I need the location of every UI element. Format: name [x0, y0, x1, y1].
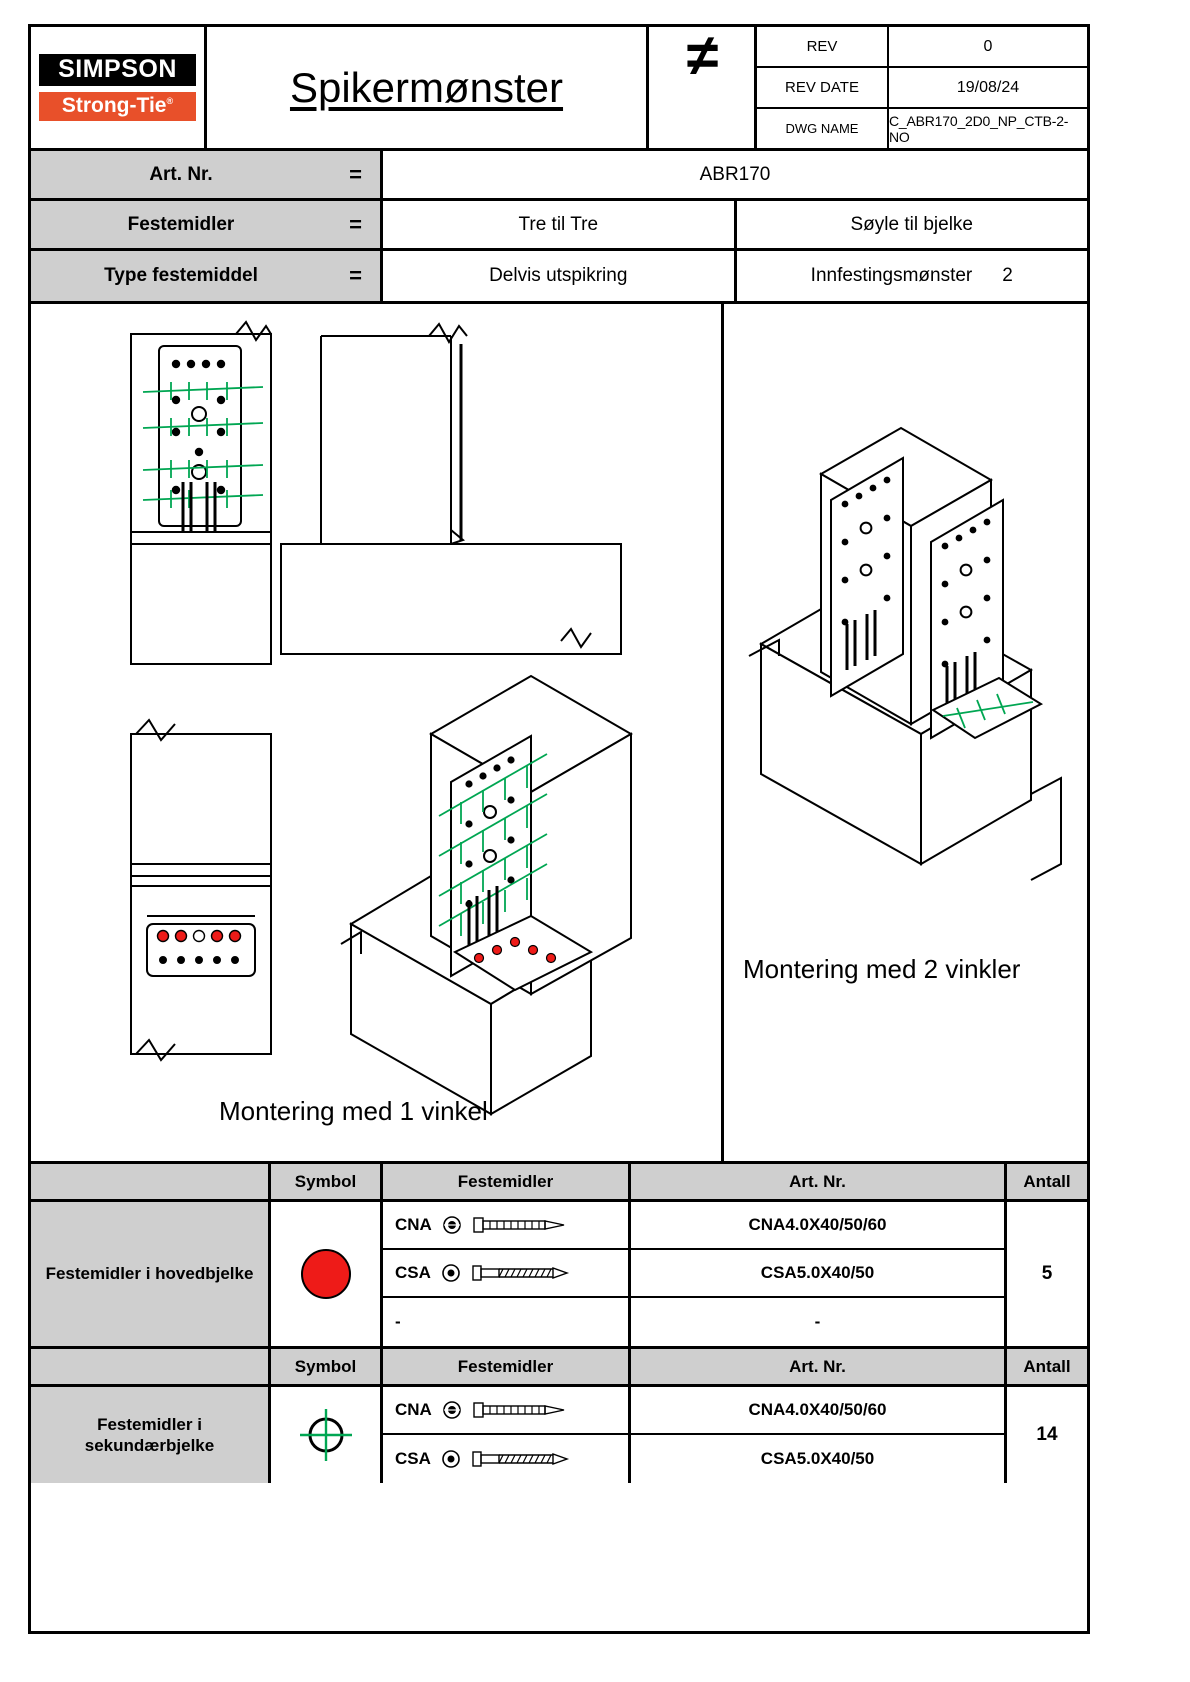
title-block — [31, 23, 1087, 151]
green-crosshair-circle-icon — [297, 1406, 355, 1464]
fastener-code: CSA — [395, 1263, 431, 1282]
rev-value: 0 — [983, 37, 993, 55]
header-artnr: Art. Nr. — [631, 1349, 1007, 1384]
not-equal-icon: ≠ — [686, 23, 717, 88]
artnr-cell: CSA5.0X40/50 — [631, 1250, 1007, 1296]
rev-date-value: 19/08/24 — [956, 78, 1020, 96]
revision-table — [757, 27, 1087, 148]
dwg-name-row — [757, 109, 1087, 148]
caption-one-bracket: Montering med 1 vinkel — [219, 1096, 488, 1126]
artnr-cell: CNA4.0X40/50/60 — [631, 1387, 1007, 1433]
registered-mark-icon: ® — [166, 95, 174, 106]
spec-label-fasteners: Festemidler — [31, 201, 331, 248]
header-symbol: Symbol — [271, 1349, 383, 1384]
fastener-code: CNA — [395, 1400, 432, 1419]
fastener-name-cell — [383, 1387, 631, 1433]
drawing-area — [31, 304, 1087, 1164]
revision-symbol-cell — [649, 23, 757, 148]
revision-row — [757, 27, 1087, 68]
qty-secondary-beam: 14 — [1036, 1424, 1058, 1445]
page-title: Spikermønster — [289, 63, 564, 111]
symbol-cell-main-beam — [271, 1202, 383, 1346]
fastener-code: CNA — [395, 1215, 432, 1234]
sheet-frame — [28, 24, 1090, 1634]
fastener-table-secondary-beam — [31, 1346, 1087, 1483]
brand-logo — [31, 27, 207, 148]
nail-head-icon — [442, 1400, 462, 1420]
equals-icon: = — [331, 151, 383, 198]
table-header-row — [31, 1164, 1087, 1202]
fastener-name-cell — [383, 1202, 631, 1248]
fastener-name-cell — [383, 1298, 631, 1346]
header-fasteners: Festemidler — [383, 1164, 631, 1199]
fastener-rows-secondary-beam — [383, 1387, 1007, 1483]
technical-drawings — [31, 304, 1087, 1160]
logo-simpson-text: SIMPSON — [39, 54, 196, 85]
rev-label: REV — [757, 27, 889, 66]
dwg-name-label: DWG NAME — [757, 109, 889, 148]
logo-strongtie-text — [39, 92, 196, 121]
fastener-name-cell — [383, 1250, 631, 1296]
spec-row-article — [31, 151, 1087, 201]
qty-main-beam: 5 — [1041, 1263, 1053, 1284]
table-row — [383, 1435, 1007, 1483]
fastener-rows-main-beam — [383, 1202, 1007, 1346]
spec-value-fasteners-right: Søyle til bjelke — [850, 213, 973, 235]
fastener-code: - — [395, 1312, 401, 1331]
table-row — [383, 1387, 1007, 1435]
spec-row-fastener-type — [31, 251, 1087, 301]
spec-value-fasteners-left: Tre til Tre — [383, 201, 737, 248]
view-side-elevation — [281, 324, 621, 654]
rev-date-label: REV DATE — [757, 68, 889, 107]
view-iso-two-brackets — [749, 428, 1061, 880]
spec-value-article: ABR170 — [699, 163, 771, 185]
artnr-cell: CNA4.0X40/50/60 — [631, 1202, 1007, 1248]
table-row — [383, 1202, 1007, 1250]
screw-head-icon — [441, 1449, 461, 1469]
header-symbol: Symbol — [271, 1164, 383, 1199]
side-label-main-beam: Festemidler i hovedbjelke — [31, 1202, 271, 1346]
table-header-row — [31, 1349, 1087, 1387]
view-underside — [131, 720, 271, 1060]
dwg-name-value: C_ABR170_2D0_NP_CTB-2-NO — [889, 112, 1069, 145]
nail-icon — [472, 1401, 580, 1419]
side-label-secondary-beam: Festemidler i sekundærbjelke — [31, 1387, 271, 1483]
fastener-code: CSA — [395, 1449, 431, 1468]
spec-value-fastener-type-left: Delvis utspikring — [383, 251, 737, 301]
table-row — [383, 1298, 1007, 1346]
artnr-cell: CSA5.0X40/50 — [631, 1435, 1007, 1483]
nail-head-icon — [442, 1215, 462, 1235]
view-iso-one-bracket — [341, 676, 631, 1114]
fastener-table-main-beam — [31, 1164, 1087, 1346]
revision-date-row — [757, 68, 1087, 109]
table-body — [31, 1202, 1087, 1346]
pattern-label: Innfestingsmønster — [810, 265, 973, 286]
spec-value-fastener-type-right — [737, 251, 1088, 301]
pattern-number: 2 — [1002, 265, 1013, 286]
screw-icon — [471, 1450, 579, 1468]
drawing-divider — [721, 304, 724, 1161]
header-qty: Antall — [1007, 1164, 1087, 1199]
screw-head-icon — [441, 1263, 461, 1283]
screw-icon — [471, 1264, 579, 1282]
logo-strongtie-label: Strong-Tie — [61, 93, 167, 117]
header-qty: Antall — [1007, 1349, 1087, 1384]
header-artnr: Art. Nr. — [631, 1164, 1007, 1199]
table-body — [31, 1387, 1087, 1483]
table-row — [383, 1250, 1007, 1298]
red-filled-circle-icon — [301, 1249, 351, 1299]
fastener-name-cell — [383, 1435, 631, 1483]
spec-label-article: Art. Nr. — [31, 151, 331, 198]
nail-icon — [472, 1216, 580, 1234]
spec-label-fastener-type: Type festemiddel — [31, 251, 331, 301]
spec-row-fasteners — [31, 201, 1087, 251]
header-side-spacer — [31, 1164, 271, 1199]
spec-table — [31, 151, 1087, 304]
title-cell — [207, 27, 649, 148]
equals-icon: = — [331, 251, 383, 301]
equals-icon: = — [331, 201, 383, 248]
symbol-cell-secondary-beam — [271, 1387, 383, 1483]
header-fasteners: Festemidler — [383, 1349, 631, 1384]
header-side-spacer — [31, 1349, 271, 1384]
view-front-elevation — [131, 322, 271, 664]
caption-two-brackets: Montering med 2 vinkler — [743, 954, 1021, 984]
artnr-cell: - — [631, 1298, 1007, 1346]
